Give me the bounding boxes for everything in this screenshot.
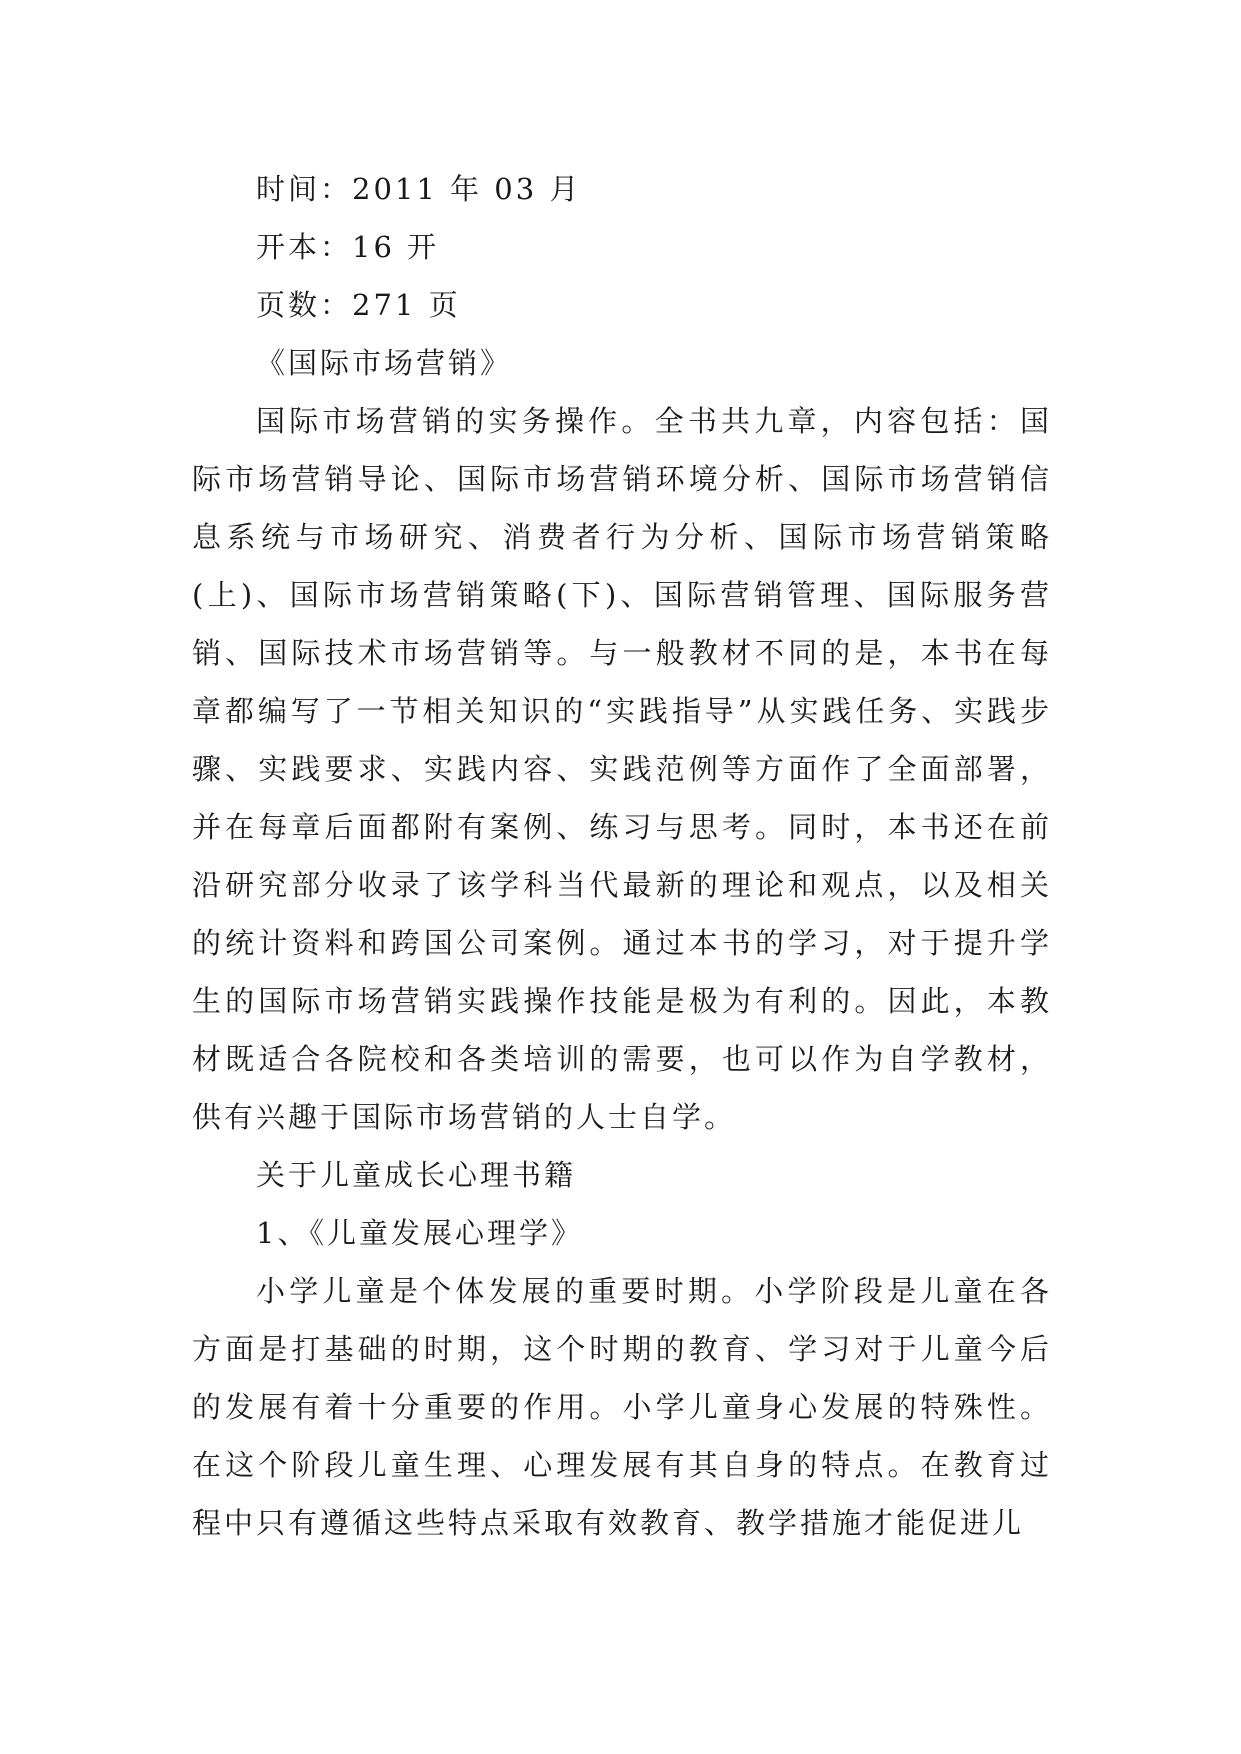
- book-description: 国际市场营销的实务操作。全书共九章，内容包括：国际市场营销导论、国际市场营销环境分析、国际市场营销信息系统与市场研究、消费者行为分析、国际市场营销策略(上)、国际市场营销策略(下)、国际营销管理、国际服务营销、国际技术市场营销等。与一般教材不同的是，本书在每章都编写了一节相关知识的“实践指导”从实践任务、实践步骤、实践要求、实践内容、实践范例等方面作了全面部署，并在每章后面都附有案例、练习与思考。同时，本书还在前沿研究部分收录了该学科当代最新的理论和观点，以及相关的统计资料和跨国公司案例。通过本书的学习，对于提升学生的国际市场营销实践操作技能是极为有利的。因此，本教材既适合各院校和各类培训的需要，也可以作为自学教材，供有兴趣于国际市场营销的人士自学。: [192, 404, 1052, 1134]
- document-body: [192, 160, 1052, 1552]
- meta-format: 开本：16 开: [256, 230, 440, 264]
- meta-time: 时间：2011 年 03 月: [256, 172, 582, 206]
- section-heading: 关于儿童成长心理书籍: [256, 1158, 577, 1192]
- item-description: 小学儿童是个体发展的重要时期。小学阶段是儿童在各方面是打基础的时期，这个时期的教育、学习对于儿童今后的发展有着十分重要的作用。小学儿童身心发展的特殊性。在这个阶段儿童生理、心理发展有其自身的特点。在教育过程中只有遵循这些特点采取有效教育、教学措施才能促进儿: [192, 1274, 1052, 1540]
- meta-pages: 页数：271 页: [256, 288, 461, 322]
- item-title: 1、《儿童发展心理学》: [256, 1216, 583, 1250]
- book-title: 《国际市场营销》: [256, 346, 513, 380]
